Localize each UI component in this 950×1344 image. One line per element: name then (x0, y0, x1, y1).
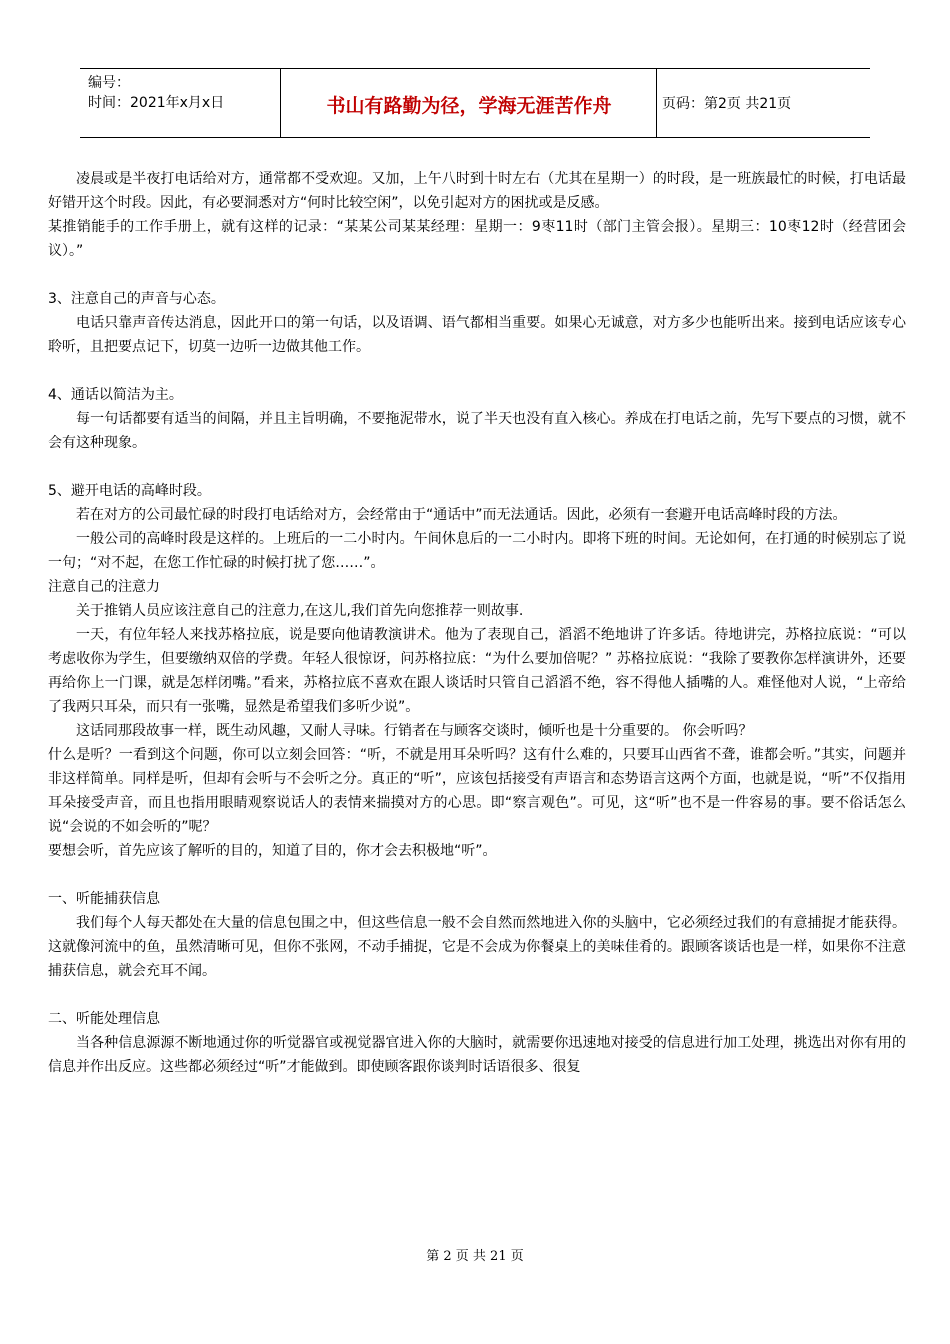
paragraph: 要想会听，首先应该了解听的目的，知道了目的，你才会去积极地“听”。 (48, 843, 497, 859)
paragraph: 每一句话都要有适当的间隔，并且主旨明确，不要拖泥带水，说了半天也没有直入核心。养成在打电话之前，先写下要点的习惯，就不会有这种现象。 (48, 411, 906, 451)
header-meta (88, 73, 224, 113)
page-footer: 第 2 页 共 21 页 (426, 1249, 524, 1264)
header-divider (656, 69, 657, 137)
number-label: 编号： (88, 75, 130, 91)
paragraph: 5、避开电话的高峰时段。 (48, 483, 211, 499)
time-label: 时间：2021年x月x日 (88, 95, 225, 111)
paragraph: 电话只靠声音传达消息，因此开口的第一句话，以及语调、语气都相当重要。如果心无诚意，对方多少也能听出来。接到电话应该专心聆听，且把要点记下，切莫一边听一边做其他工作。 (48, 315, 906, 355)
paragraph: 二、听能处理信息 (48, 1011, 160, 1027)
paragraph-gap (48, 455, 906, 479)
paragraph: 凌晨或是半夜打电话给对方，通常都不受欢迎。又加，上午八时到十时左右（尤其在星期一）的时段，是一班族最忙的时候，打电话最好错开这个时段。因此，有必要洞悉对方“何时比较空闲”，以免引起对方的困扰或是反感。 (48, 171, 906, 211)
paragraph: 关于推销人员应该注意自己的注意力,在这儿,我们首先向您推荐一则故事. (76, 603, 524, 619)
paragraph-gap (48, 863, 906, 887)
paragraph-gap (48, 263, 906, 287)
paragraph-gap (48, 359, 906, 383)
document-body (48, 167, 906, 1079)
paragraph: 注意自己的注意力 (48, 579, 160, 595)
page-header-table (80, 68, 870, 138)
header-divider (280, 69, 281, 137)
paragraph: 什么是听？一看到这个问题，你可以立刻会回答：“听，不就是用耳朵听吗？这有什么难的，只要耳山西省不聋，谁都会听。”其实，问题并非这样简单。同样是听，但却有会听与不会听之分。真正的“听”，应该包括接受有声语言和态势语言这两个方面，也就是说，“听”不仅指用耳朵接受声音，而且也指用眼睛观察说话人的表情来揣摸对方的心思。即“察言观色”。可见，这“听”也不是一件容易的事。要不俗话怎么说“会说的不如会听的”呢？ (48, 747, 906, 835)
paragraph: 这话同那段故事一样，既生动风趣，又耐人寻味。行销者在与顾客交谈时，倾听也是十分重要的。 你会听吗？ (76, 723, 753, 739)
paragraph-gap (48, 983, 906, 1007)
paragraph: 4、通话以简洁为主。 (48, 387, 183, 403)
paragraph: 一、听能捕获信息 (48, 891, 160, 907)
paragraph: 某推销能手的工作手册上，就有这样的记录：“某某公司某某经理：星期一：9枣11时（部门主管会报）。星期三：10枣12时（经营团会议）。” (48, 219, 906, 259)
header-page-info: 页码：第2页 共21页 (662, 96, 792, 112)
paragraph: 一天，有位年轻人来找苏格拉底，说是要向他请教演讲术。他为了表现自己，滔滔不绝地讲了许多话。待地讲完，苏格拉底说：“可以考虑收你为学生，但要缴纳双倍的学费。年轻人很惊讶，问苏格拉底：“为什么要加倍呢？” 苏格拉底说：“我除了要教你怎样演讲外，还要再给你上一门课，就是怎样闭嘴。”看来，苏格拉底不喜欢在跟人谈话时只管自己滔滔不绝，容不得他人插嘴的人。难怪他对人说，“上帝给了我两只耳朵，而只有一张嘴，显然是希望我们多听少说”。 (48, 627, 906, 715)
paragraph: 当各种信息源源不断地通过你的听觉器官或视觉器官进入你的大脑时，就需要你迅速地对接受的信息进行加工处理，挑选出对你有用的信息并作出反应。这些都必须经过“听”才能做到。即使顾客跟你谈判时话语很多、很复 (48, 1035, 906, 1075)
paragraph: 我们每个人每天都处在大量的信息包围之中，但这些信息一般不会自然而然地进入你的头脑中，它必须经过我们的有意捕捉才能获得。这就像河流中的鱼，虽然清晰可见，但你不张网，不动手捕捉，它是不会成为你餐桌上的美味佳肴的。跟顾客谈话也是一样，如果你不注意捕获信息，就会充耳不闻。 (48, 915, 906, 979)
paragraph: 3、注意自己的声音与心态。 (48, 291, 225, 307)
paragraph: 若在对方的公司最忙碌的时段打电话给对方，会经常由于“通话中”而无法通话。因此，必须有一套避开电话高峰时段的方法。 (76, 507, 847, 523)
paragraph: 一般公司的高峰时段是这样的。上班后的一二小时内。午间休息后的一二小时内。即将下班的时间。无论如何，在打通的时候别忘了说一句；“对不起，在您工作忙碌的时候打扰了您……”。 (48, 531, 906, 571)
header-motto: 书山有路勤为径，学海无涯苦作舟 (326, 95, 612, 117)
